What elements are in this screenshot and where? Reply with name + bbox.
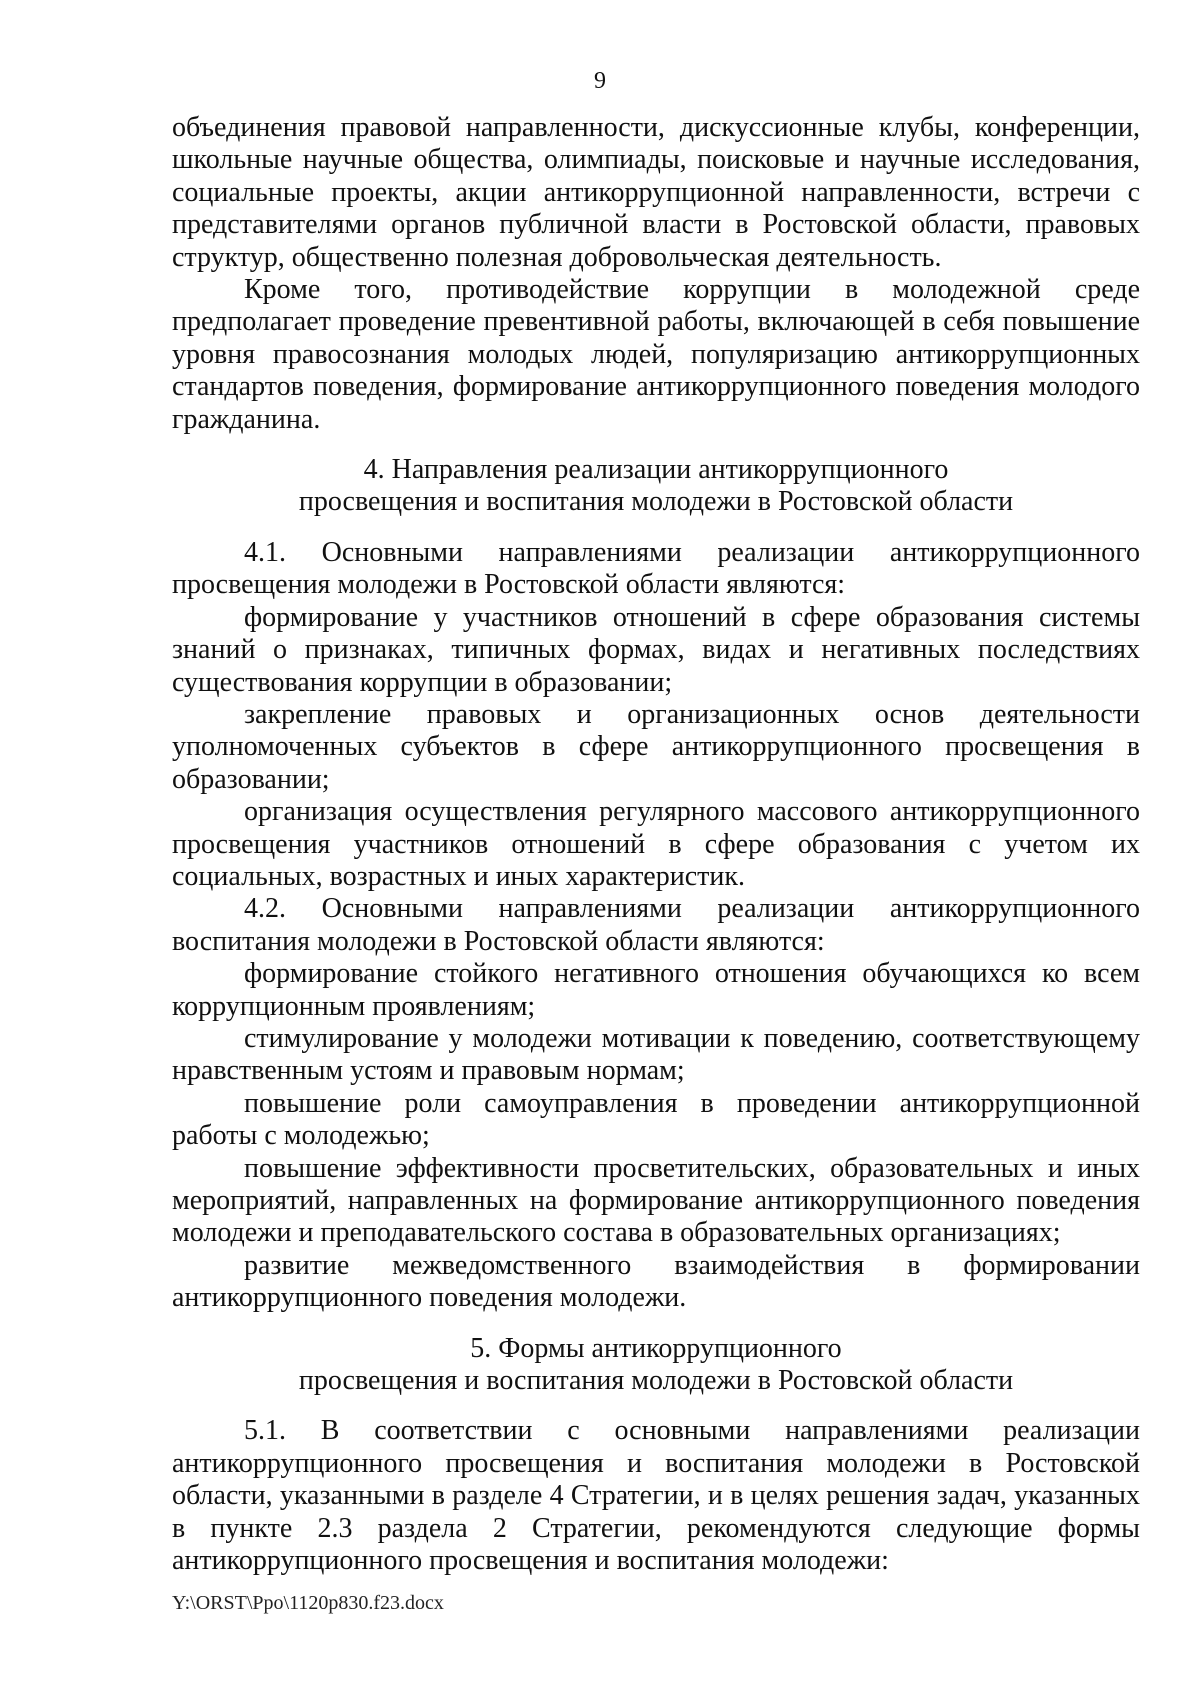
list-item: стимулирование у молодежи мотивации к поведению, соответствующему нравственным устоям и правовым нормам; xyxy=(172,1022,1140,1087)
list-item: формирование стойкого негативного отношения обучающихся ко всем коррупционным проявлениям; xyxy=(172,958,1140,1022)
section-5-heading-line-2: просвещения и воспитания молодежи в Ростовской области xyxy=(298,1365,1014,1397)
section-4-heading-line-1: 4. Направления реализации антикоррупционного xyxy=(363,454,949,486)
list-item: развитие межведомственного взаимодействия в формировании антикоррупционного поведения молодежи. xyxy=(172,1249,1140,1314)
list-item: закрепление правовых и организационных основ деятельности уполномоченных субъектов в сфере антикоррупционного просвещения в образовании; xyxy=(172,698,1140,795)
list-item: организация осуществления регулярного массового антикоррупционного просвещения участников отношений в сфере образования с учетом их социальных, возрастных и иных характеристик. xyxy=(172,796,1140,892)
list-item: повышение эффективности просветительских, образовательных и иных мероприятий, направленных на формирование антикоррупционного поведения молодежи и преподавательского состава в образовательных организациях; xyxy=(172,1152,1140,1249)
clause-5-1: 5.1. В соответствии с основными направлениями реализации антикоррупционного просвещения и воспитания молодежи в Ростовской области, указанными в разделе 4 Стратегии, и в целях решения задач, указанных в пункте 2.3 раздела 2 Стратегии, рекомендуются следующие формы антикоррупционного просвещения и воспитания молодежи: xyxy=(172,1415,1140,1577)
paragraph: Кроме того, противодействие коррупции в молодежной среде предполагает проведение превентивной работы, включающей в себя повышение уровня правосознания молодых людей, популяризацию антикоррупционных стандартов поведения, формирование антикоррупционного поведения молодого гражданина. xyxy=(172,274,1140,435)
footer-file-path: Y:\ORST\Ppo\1120p830.f23.docx xyxy=(172,1592,444,1614)
list-item: повышение роли самоуправления в проведении антикоррупционной работы с молодежью; xyxy=(172,1087,1140,1152)
list-item: формирование у участников отношений в сфере образования системы знаний о признаках, типичных формах, видах и негативных последствиях существования коррупции в образовании; xyxy=(172,601,1140,698)
section-5-body xyxy=(172,1415,1140,1577)
clause-4-2: 4.2. Основными направлениями реализации антикоррупционного воспитания молодежи в Ростовской области являются: xyxy=(172,893,1140,957)
section-4-heading-line-2: просвещения и воспитания молодежи в Ростовской области xyxy=(298,486,1014,518)
page-number: 9 xyxy=(594,68,606,94)
document-body xyxy=(172,112,1140,1577)
section-5-heading-line-1: 5. Формы антикоррупционного xyxy=(470,1332,842,1364)
clause-4-1: 4.1. Основными направлениями реализации антикоррупционного просвещения молодежи в Ростовской области являются: xyxy=(172,536,1140,601)
section-4-body xyxy=(172,537,1140,1315)
section-5-heading xyxy=(172,1333,1140,1398)
paragraph-continuation: объединения правовой направленности, дискуссионные клубы, конференции, школьные научные общества, олимпиады, поисковые и научные исследования, социальные проекты, акции антикоррупционной направленности, встречи с представителями органов публичной власти в Ростовской области, правовых структур, общественно полезная добровольческая деятельность. xyxy=(172,112,1140,273)
section-4-heading xyxy=(172,454,1140,519)
